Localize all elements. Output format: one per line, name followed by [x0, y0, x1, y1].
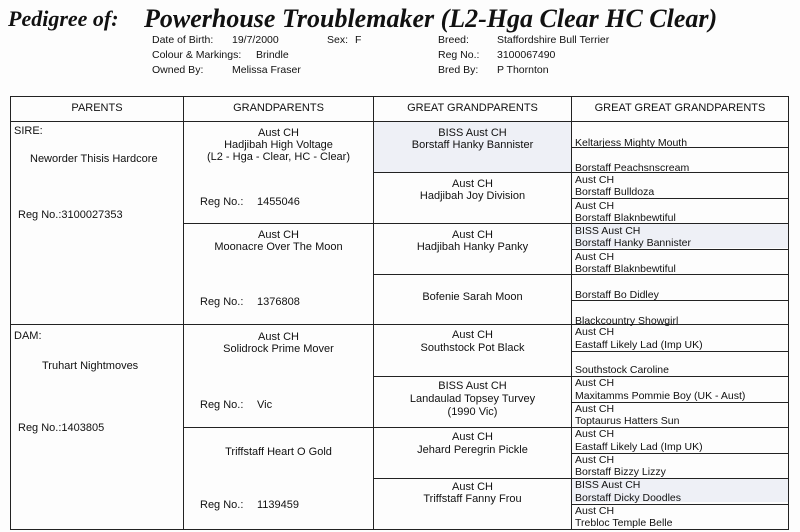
ggp-8-name: Triffstaff Fanny Frou [423, 493, 522, 505]
ggp-6-name: Landaulad Topsey Turvey [409, 393, 536, 405]
gp-1-title: Aust CH [258, 127, 299, 139]
gggp-6-name: Borstaff Blaknbewtiful [575, 263, 676, 275]
gggp-11-name: Maxitamms Pommie Boy (UK - Aust) [575, 390, 746, 402]
dam-role: DAM: [14, 330, 42, 342]
sex-label: Sex: [327, 34, 349, 46]
sex-value: F [355, 34, 362, 46]
gggp-7-name: Borstaff Bo Didley [575, 289, 659, 301]
ggp-6-title: BISS Aust CH [438, 380, 507, 392]
reg-label: Reg No.: [438, 49, 480, 61]
col-sep-3 [571, 96, 572, 530]
gggp-15-name: Borstaff Dicky Doodles [575, 492, 682, 504]
ggp-2-name: Hadjibah Joy Division [419, 190, 526, 202]
gp-3-reg-label: Reg No.: [200, 399, 244, 411]
ggp-5-name: Southstock Pot Black [420, 342, 525, 354]
owner-label: Owned By: [152, 64, 204, 76]
ggp-2-title: Aust CH [452, 178, 493, 190]
gggp-3-name: Borstaff Bulldoza [575, 186, 655, 198]
sire-name: Neworder Thisis Hardcore [30, 153, 158, 165]
gp-4-name: Triffstaff Heart O Gold [225, 446, 332, 458]
gp-2-reg-label: Reg No.: [200, 296, 244, 308]
gggp-11-title: Aust CH [575, 377, 615, 389]
gp-2-title: Aust CH [258, 229, 299, 241]
ggp-3-title: Aust CH [452, 229, 493, 241]
gp-1-name: Hadjibah High Voltage [224, 139, 333, 151]
gggp-9-name: Eastaff Likely Lad (Imp UK) [575, 339, 703, 351]
gggp-1-name: Keltarjess Mighty Mouth [575, 137, 688, 149]
gp-1-reg: 1455046 [257, 196, 300, 208]
gp-4-reg-label: Reg No.: [200, 499, 244, 511]
breed-label: Breed: [438, 34, 469, 46]
gggp-14-title: Aust CH [575, 454, 615, 466]
gp-1-reg-label: Reg No.: [200, 196, 244, 208]
gp-1-extra: (L2 - Hga - Clear, HC - Clear) [206, 151, 351, 163]
gggp-16-title: Aust CH [575, 505, 615, 517]
table-top-border [10, 96, 789, 97]
table-right-border [788, 96, 789, 530]
ggp-1-name: Borstaff Hanky Bannister [411, 139, 534, 151]
colour-value: Brindle [256, 49, 289, 61]
colour-label: Colour & Markings: [152, 49, 242, 61]
gggp-6-title: Aust CH [575, 251, 615, 263]
gp-3-reg: Vic [257, 399, 273, 411]
gggp-14-name: Borstaff Bizzy Lizzy [575, 466, 666, 478]
gp-3-title: Aust CH [258, 331, 299, 343]
bred-label: Bred By: [438, 64, 479, 76]
gggp-12-title: Aust CH [575, 403, 615, 415]
ggp-7-title: Aust CH [452, 431, 493, 443]
gggp-16-name: Trebloc Temple Belle [575, 517, 673, 529]
gggp-border-3 [571, 249, 789, 250]
ggp-8-title: Aust CH [452, 481, 493, 493]
reg-value: 3100067490 [497, 49, 556, 61]
gggp-13-name: Eastaff Likely Lad (Imp UK) [575, 441, 703, 453]
dam-reg: Reg No.:1403805 [18, 422, 105, 434]
gggp-4-name: Borstaff Blaknbewtiful [575, 212, 676, 224]
gggp-15-title: BISS Aust CH [575, 479, 641, 491]
dob-value: 19/7/2000 [232, 34, 279, 46]
header-row-border [10, 121, 789, 122]
ggp-7-name: Jehard Peregrin Pickle [417, 444, 528, 456]
gp-4-reg: 1139459 [257, 499, 300, 511]
ggp-5-title: Aust CH [452, 329, 493, 341]
gp-border-2 [183, 427, 789, 428]
gggp-13-title: Aust CH [575, 428, 615, 440]
dob-label: Date of Birth: [152, 34, 214, 46]
col-sep-2 [373, 96, 374, 530]
gp-border-1 [183, 223, 789, 224]
sire-reg: Reg No.:3100027353 [18, 209, 123, 221]
breed-value: Staffordshire Bull Terrier [497, 34, 610, 46]
ggp-4-name: Bofenie Sarah Moon [422, 291, 523, 303]
gggp-9-title: Aust CH [575, 326, 615, 338]
pedigree-label: Pedigree of: [8, 6, 119, 31]
dog-name-title: Powerhouse Troublemaker (L2-Hga Clear HC Clear) [144, 4, 718, 33]
table-left-border [10, 96, 11, 530]
gp-3-name: Solidrock Prime Mover [223, 343, 334, 355]
col-header-grandparents: GRANDPARENTS [233, 102, 324, 114]
table-bottom-border [10, 529, 789, 530]
ggp-3-name: Hadjibah Hanky Panky [416, 241, 529, 253]
gggp-4-title: Aust CH [575, 200, 615, 212]
gggp-12-name: Toptaurus Hatters Sun [575, 415, 680, 427]
ggp-1-title: BISS Aust CH [438, 127, 507, 139]
col-header-great-great-grandparents: GREAT GREAT GRANDPARENTS [594, 102, 766, 114]
gggp-5-title: BISS Aust CH [575, 225, 641, 237]
owner-value: Melissa Fraser [232, 64, 301, 76]
dam-name: Truhart Nightmoves [42, 360, 139, 372]
gggp-10-name: Southstock Caroline [575, 364, 669, 376]
gggp-5-name: Borstaff Hanky Bannister [575, 237, 691, 249]
gggp-border-2 [571, 198, 789, 199]
gggp-2-name: Borstaff Peachsnscream [575, 162, 690, 174]
ggp-6-extra: (1990 Vic) [447, 406, 498, 418]
col-header-great-grandparents: GREAT GRANDPARENTS [407, 102, 538, 114]
gggp-8-name: Blackcountry Showgirl [575, 315, 679, 327]
gggp-border-5 [571, 351, 789, 352]
gp-2-name: Moonacre Over The Moon [214, 241, 343, 253]
col-header-parents: PARENTS [71, 102, 123, 114]
gggp-3-title: Aust CH [575, 174, 615, 186]
gp-2-reg: 1376808 [257, 296, 300, 308]
bred-value: P Thornton [497, 64, 549, 76]
sire-role: SIRE: [14, 125, 43, 137]
